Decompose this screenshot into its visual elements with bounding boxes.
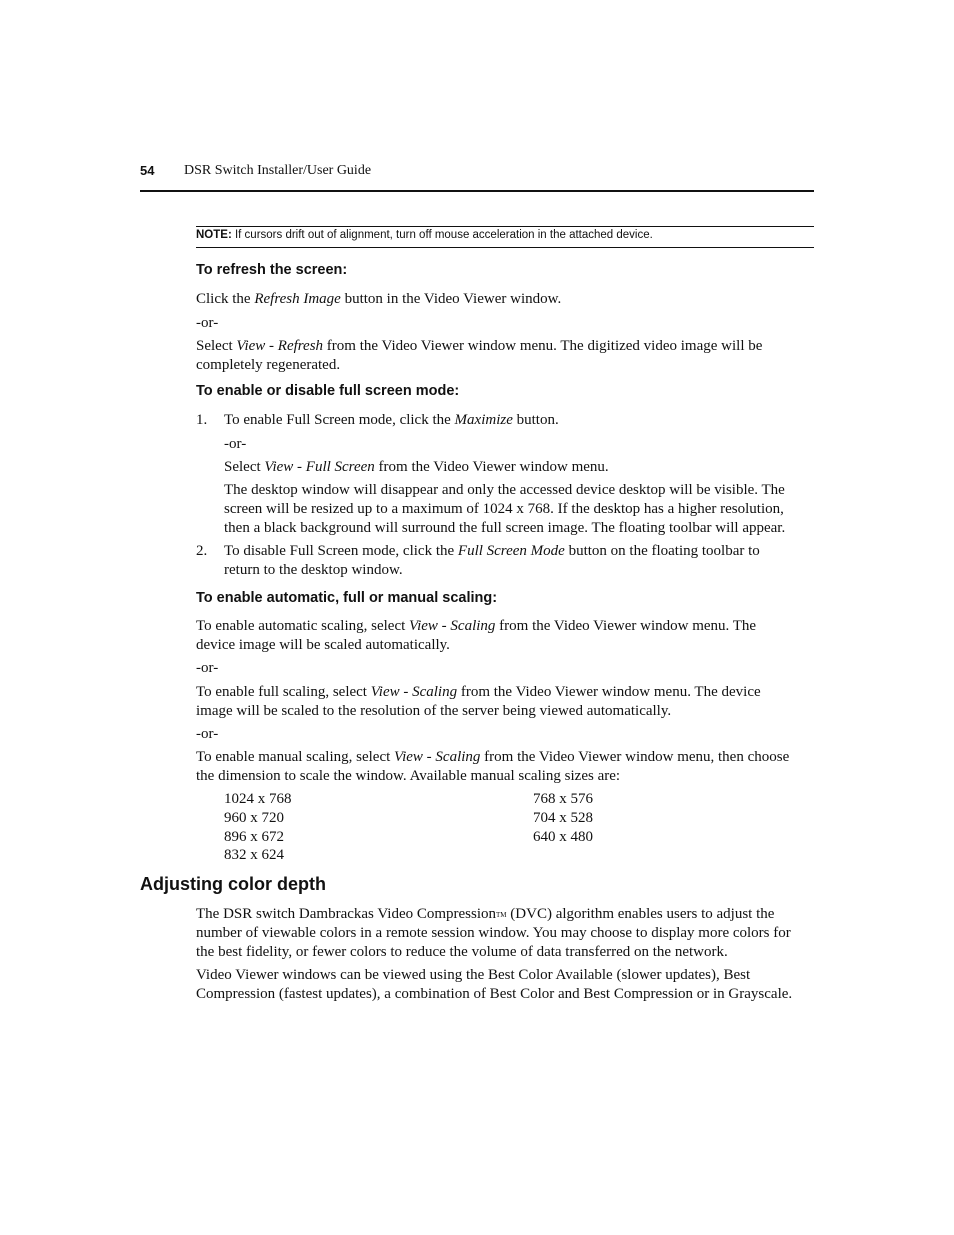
scaling-full-line2: image will be scaled to the resolution of the server being viewed automatically. [196,703,672,719]
scaling-auto-line1: To enable automatic scaling, select View - Scaling from the Video Viewer window menu. The [196,618,757,634]
scaling-size: 960 x 720 [224,810,284,826]
refresh-or: -or- [196,315,219,331]
scaling-manual-line1: To enable manual scaling, select View - Scaling from the Video Viewer window menu, then choose [196,749,790,765]
note-text: If cursors drift out of alignment, turn off mouse acceleration in the attached device. [231,229,653,241]
scaling-full-line1: To enable full scaling, select View - Scaling from the Video Viewer window menu. The device [196,684,761,700]
fullscreen-item2-line1: To disable Full Screen mode, click the Full Screen Mode button on the floating toolbar to [224,543,760,559]
scaling-auto-line2: device image will be scaled automatically. [196,637,450,653]
scaling-or-1: -or- [196,660,219,676]
section-heading: Adjusting color depth [140,874,326,894]
heading-scaling: To enable automatic, full or manual scaling: [196,590,498,606]
fullscreen-item1-line1: To enable Full Screen mode, click the Maximize button. [224,412,559,428]
color-depth-p2-line2: Compression (fastest updates), a combination of Best Color and Best Compression or in Grayscale. [196,986,793,1002]
color-depth-p2-line1: Video Viewer windows can be viewed using the Best Color Available (slower updates), Best [196,967,751,983]
scaling-size: 768 x 576 [533,791,593,807]
note-rule-bottom [196,247,814,248]
scaling-size: 704 x 528 [533,810,593,826]
color-depth-p1-line1: The DSR switch Dambrackas Video CompressionTM (DVC) algorithm enables users to adjust the [196,906,775,922]
scaling-size: 640 x 480 [533,829,593,845]
color-depth-p1-line2: number of viewable colors in a remote session window. You may choose to display more colors for [196,925,791,941]
fullscreen-desc-line3: then a black background will surround the full screen image. The floating toolbar will appear. [224,520,786,536]
note-rule-top [196,226,814,227]
running-title: DSR Switch Installer/User Guide [184,163,372,178]
fullscreen-item1-line2: Select View - Full Screen from the Video Viewer window menu. [224,459,609,475]
fullscreen-desc-line1: The desktop window will disappear and only the accessed device desktop will be visible. The [224,482,785,498]
scaling-or-2: -or- [196,726,219,742]
list-number-2: 2. [196,543,208,559]
heading-refresh: To refresh the screen: [196,262,348,278]
page-number: 54 [140,163,155,178]
fullscreen-item2-line2: return to the desktop window. [224,562,403,578]
color-depth-p1-line3: the best fidelity, or fewer colors to reduce the volume of data transferred on the network. [196,944,728,960]
note-label: NOTE: [196,229,232,241]
scaling-size: 1024 x 768 [224,791,292,807]
trademark-mark: TM [496,911,507,919]
fullscreen-desc-line2: screen will be resized up to a maximum of 1024 x 768. If the desktop has a higher resolution, [224,501,784,517]
scaling-size: 832 x 624 [224,847,284,863]
refresh-p2-line2: completely regenerated. [196,357,341,373]
scaling-manual-line2: the dimension to scale the window. Available manual scaling sizes are: [196,768,621,784]
fullscreen-item1-or: -or- [224,436,247,452]
list-number-1: 1. [196,412,208,428]
heading-fullscreen: To enable or disable full screen mode: [196,383,460,399]
scaling-size: 896 x 672 [224,829,284,845]
note [196,229,653,241]
refresh-p2-line1: Select View - Refresh from the Video Viewer window menu. The digitized video image will be [196,338,763,354]
header-rule [140,190,814,192]
refresh-p1: Click the Refresh Image button in the Video Viewer window. [196,291,562,307]
